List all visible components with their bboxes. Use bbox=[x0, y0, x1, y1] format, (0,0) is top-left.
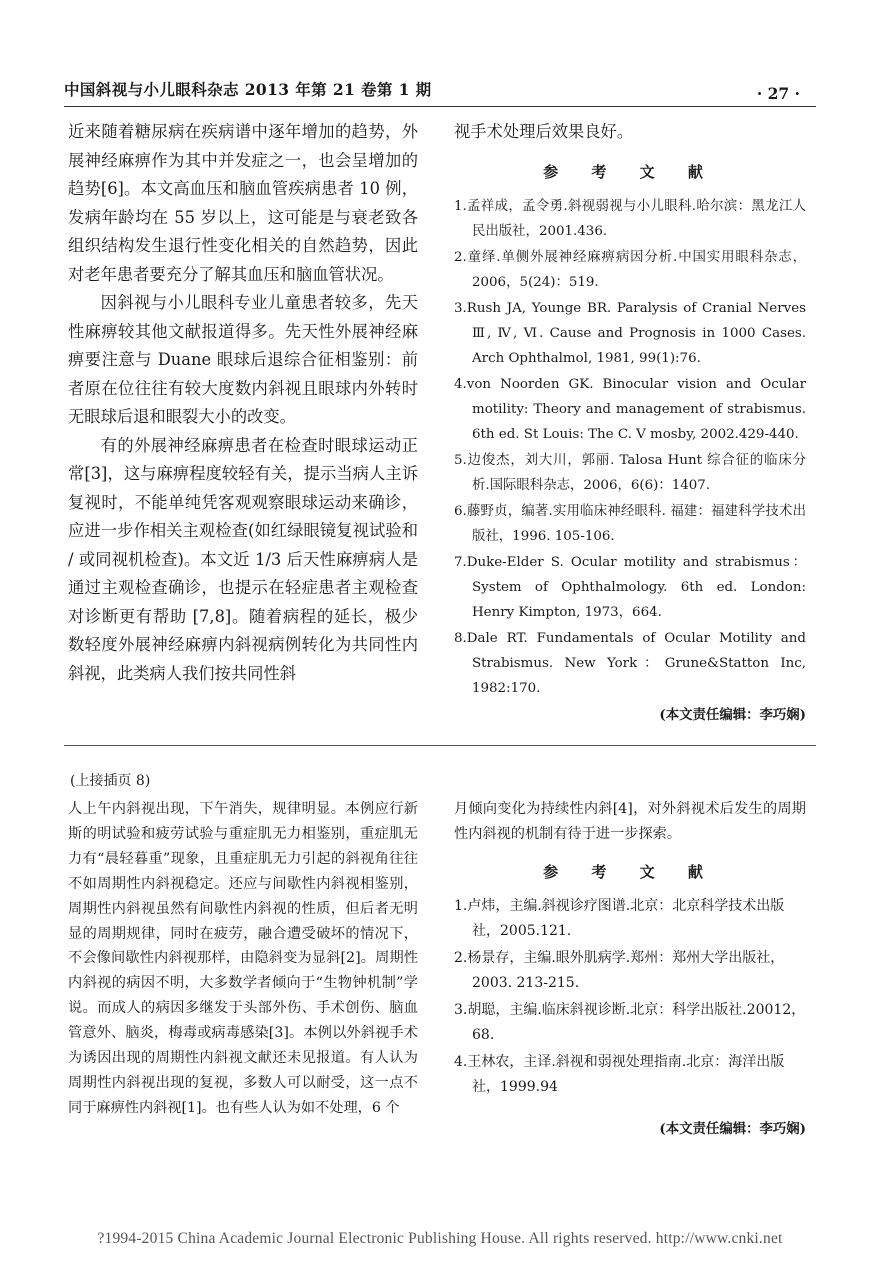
reference-item: 7.Duke-Elder S. Ocular motility and strabismus：System of Ophthalmology. 6th ed. London: Henry Kimpton, 1973，664. bbox=[454, 554, 806, 620]
paragraph-continuation: 月倾向变化为持续性内斜[4]，对外斜视术后发生的周期性内斜视的机制有待于进一步探索。 bbox=[454, 801, 806, 842]
reference-item: 4.王林农，主译.斜视和弱视处理指南.北京：海洋出版社，1999.94 bbox=[454, 1053, 785, 1095]
paragraph: 因斜视与小儿眼科专业儿童患者较多，先天性麻痹较其他文献报道得多。先天性外展神经麻痹要注意与 Duane 眼球后退综合征相鉴别：前者原在位往往有较大度数内斜视且眼球内外转时无眼球后退和眼裂大小的改变。 bbox=[68, 293, 418, 426]
paragraph: 近来随着糖尿病在疾病谱中逐年增加的趋势，外展神经麻痹作为其中并发症之一，也会呈增加的趋势[6]。本文高血压和脑血管疾病患者 10 例，发病年龄均在 55 岁以上，这可能是与衰老致各组织结构发生退行性变化相关的自然趋势，因此对老年患者要充分了解其血压和脑血管状况。 bbox=[68, 122, 418, 284]
article-body-left bbox=[68, 118, 418, 688]
page-number: · 27 · bbox=[756, 84, 800, 103]
journal-header: 中国斜视与小儿眼科杂志 2013 年第 21 卷第 1 期 bbox=[64, 80, 432, 99]
continued-article-left bbox=[68, 797, 418, 1121]
reference-item: 8.Dale RT. Fundamentals of Ocular Motility and Strabismus. New York：Grune&Statton Inc, 1982:170. bbox=[454, 630, 806, 696]
reference-list bbox=[454, 894, 806, 1100]
reference-list bbox=[454, 194, 806, 701]
paragraph: 人上午内斜视出现，下午消失，规律明显。本例应行新斯的明试验和疲劳试验与重症肌无力相鉴别，重症肌无力有“晨轻暮重”现象，且重症肌无力引起的斜视角往往不如周期性内斜视稳定。还应与间歇性内斜视相鉴别，周期性内斜视虽然有间歇性内斜视的性质，但后者无明显的周期规律，同时在疲劳，融合遭受破坏的情况下，不会像间歇性内斜视那样，由隐斜变为显斜[2]。周期性内斜视的病因不明，大多数学者倾向于“生物钟机制”学说。而成人的病因多继发于头部外伤、手术创伤、脑血管意外、脑炎，梅毒或病毒感染[3]。本例以外斜视手术为诱因出现的周期性内斜视文献还未见报道。有人认为周期性内斜视出现的复视，多数人可以耐受，这一点不同于麻痹性内斜视[1]。也有些人认为如不处理，6 个 bbox=[68, 801, 418, 1116]
reference-item: 2.童绎.单侧外展神经麻痹病因分析.中国实用眼科杂志，2006，5(24)：519. bbox=[454, 249, 806, 290]
reference-item: 3.胡聪，主编.临床斜视诊断.北京：科学出版社.20012，68. bbox=[454, 1001, 806, 1043]
header-rule bbox=[64, 106, 816, 107]
editor-note: (本文责任编辑：李巧娴) bbox=[659, 706, 806, 723]
copyright-footer: ?1994-2015 China Academic Journal Electronic Publishing House. All rights reserved. http://www.cnki.net bbox=[97, 1230, 783, 1247]
continued-article-right bbox=[454, 797, 806, 1137]
reference-item: 3.Rush JA, Younge BR. Paralysis of Cranial Nerves Ⅲ, Ⅳ, Ⅵ. Cause and Prognosis in 1000 Cases. Arch Ophthalmol, 1981, 99(1):76. bbox=[454, 300, 806, 366]
paragraph: 有的外展神经麻痹患者在检查时眼球运动正常[3]，这与麻痹程度较轻有关，提示当病人主诉复视时，不能单纯凭客观观察眼球运动来确诊，应进一步作相关主观检查(如红绿眼镜复视试验和 / 或同视机检查)。本文近 1/3 后天性麻痹病人是通过主观检查确诊，也提示在轻症患者主观检查对诊断更有帮助 [7,8]。随着病程的延长，极少数轻度外展神经麻痹内斜视病例转化为共同性内斜视，此类病人我们按共同性斜 bbox=[68, 435, 418, 683]
reference-item: 4.von Noorden GK. Binocular vision and Ocular motility: Theory and management of strabismus. 6th ed. St Louis: The C. V mosby, 2002.429-440. bbox=[454, 376, 806, 442]
editor-note: (本文责任编辑：李巧娴) bbox=[659, 1120, 806, 1137]
continued-from-label: (上接插页 8) bbox=[70, 773, 151, 789]
reference-item: 2.杨景存，主编.眼外肌病学.郑州：郑州大学出版社，2003. 213-215. bbox=[454, 949, 785, 991]
references-heading: 参 考 文 献 bbox=[543, 162, 717, 181]
reference-item: 6.藤野贞，编著.实用临床神经眼科. 福建：福建科学技术出版社，1996. 105-106. bbox=[454, 503, 806, 544]
reference-item: 5.边俊杰，刘大川，郭丽. Talosa Hunt 综合征的临床分析.国际眼科杂志，2006，6(6)：1407. bbox=[454, 452, 806, 493]
reference-item: 1.卢炜，主编.斜视诊疗图谱.北京：北京科学技术出版社，2005.121. bbox=[454, 897, 785, 939]
references-heading: 参 考 文 献 bbox=[543, 862, 717, 881]
article-body-right bbox=[454, 118, 806, 723]
section-divider bbox=[64, 745, 816, 746]
paragraph-continuation: 视手术处理后效果良好。 bbox=[454, 122, 634, 141]
reference-item: 1.孟祥成，孟令勇.斜视弱视与小儿眼科.哈尔滨：黑龙江人民出版社，2001.436. bbox=[454, 198, 806, 239]
